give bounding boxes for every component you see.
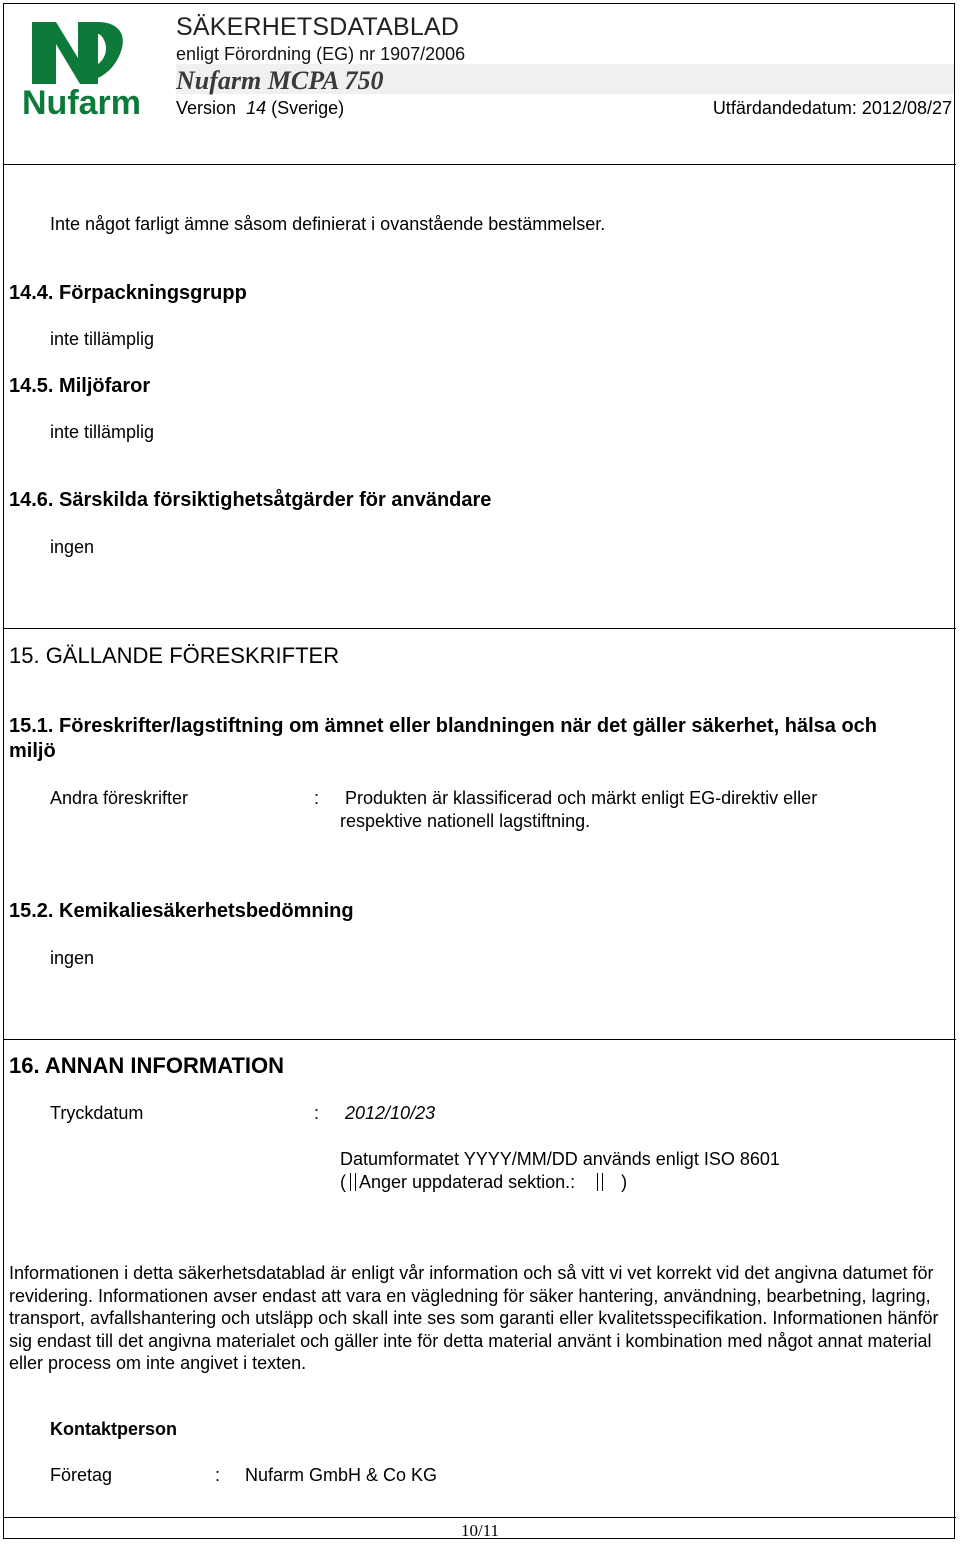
s15-regulation-value-line1: Produkten är klassificerad och märkt enligt EG-direktiv eller	[345, 788, 818, 808]
update-legend	[340, 1172, 627, 1193]
s16-title: 16. ANNAN INFORMATION	[9, 1053, 284, 1078]
version-info	[176, 98, 344, 119]
company-value: Nufarm GmbH & Co KG	[245, 1465, 438, 1485]
version-number: 14	[246, 98, 267, 118]
legend-marker-2	[597, 1173, 603, 1191]
header-divider	[3, 164, 956, 165]
s15-2-value: ingen	[50, 948, 95, 968]
legend-open: (	[340, 1172, 346, 1192]
section-divider-16	[3, 1039, 956, 1040]
company-label: Företag	[50, 1465, 113, 1485]
page-number: 10/11	[460, 1521, 500, 1540]
s14-4-value: inte tillämplig	[50, 329, 155, 349]
regulation-reference: enligt Förordning (EG) nr 1907/2006	[176, 44, 466, 64]
issue-date: Utfärdandedatum: 2012/08/27	[712, 98, 952, 118]
legend-close: )	[621, 1172, 628, 1192]
footer-divider	[3, 1517, 956, 1518]
company-colon: :	[215, 1465, 221, 1485]
s14-6-heading: 14.6. Särskilda försiktighetsåtgärder för användare	[9, 489, 492, 511]
legend-text: Anger uppdaterad sektion.:	[359, 1172, 576, 1192]
date-format-note: Datumformatet YYYY/MM/DD används enligt ISO 8601	[340, 1149, 780, 1169]
s15-2-heading: 15.2. Kemikaliesäkerhetsbedömning	[9, 900, 354, 922]
s15-regulation-label: Andra föreskrifter	[50, 788, 189, 808]
version-country: (Sverige)	[271, 98, 345, 118]
document-title: SÄKERHETSDATABLAD	[176, 13, 460, 41]
legend-marker	[350, 1173, 356, 1191]
logo-wordmark: Nufarm	[22, 84, 142, 118]
s14-5-value: inte tillämplig	[50, 422, 155, 442]
product-name: Nufarm MCPA 750	[176, 66, 384, 95]
print-date-colon: :	[314, 1103, 320, 1123]
print-date-value: 2012/10/23	[345, 1103, 436, 1123]
s14-5-heading: 14.5. Miljöfaror	[9, 375, 151, 397]
s15-colon: :	[314, 788, 320, 808]
s15-1-heading-line1: 15.1. Föreskrifter/lagstiftning om ämnet eller blandningen när det gäller säkerhet, hälsa och	[9, 715, 878, 737]
disclaimer-paragraph: Informationen i detta säkerhetsdatablad är enligt vår information och så vitt vi vet korrekt vid det angivna datumet för revidering. Informationen avser endast att vara en vägledning för säker hantering, användning, bearbetning, lagring, transport, avfallshantering och utsläpp och skall inte ses som garanti eller kvalitetsspecifikation. Informationen hänför sig endast till det angivna materialet och gäller inte för detta material använt i kombination med något annat material eller process om inte angivet i texten.	[9, 1263, 939, 1374]
print-date-label: Tryckdatum	[50, 1103, 144, 1123]
s14-4-heading: 14.4. Förpackningsgrupp	[9, 282, 247, 304]
section-divider-15	[3, 628, 956, 629]
contact-heading: Kontaktperson	[50, 1419, 178, 1439]
s15-regulation-value-line2: respektive nationell lagstiftning.	[340, 811, 591, 831]
s15-1-heading-line2: miljö	[9, 740, 56, 762]
s15-title: 15. GÄLLANDE FÖRESKRIFTER	[9, 643, 340, 668]
logo-leaf-mark	[32, 22, 123, 84]
s14-intro: Inte något farligt ämne såsom definierat i ovanstående bestämmelser.	[50, 214, 606, 234]
version-label: Version	[176, 98, 237, 118]
s14-6-value: ingen	[50, 537, 95, 557]
nufarm-logo	[18, 14, 152, 118]
